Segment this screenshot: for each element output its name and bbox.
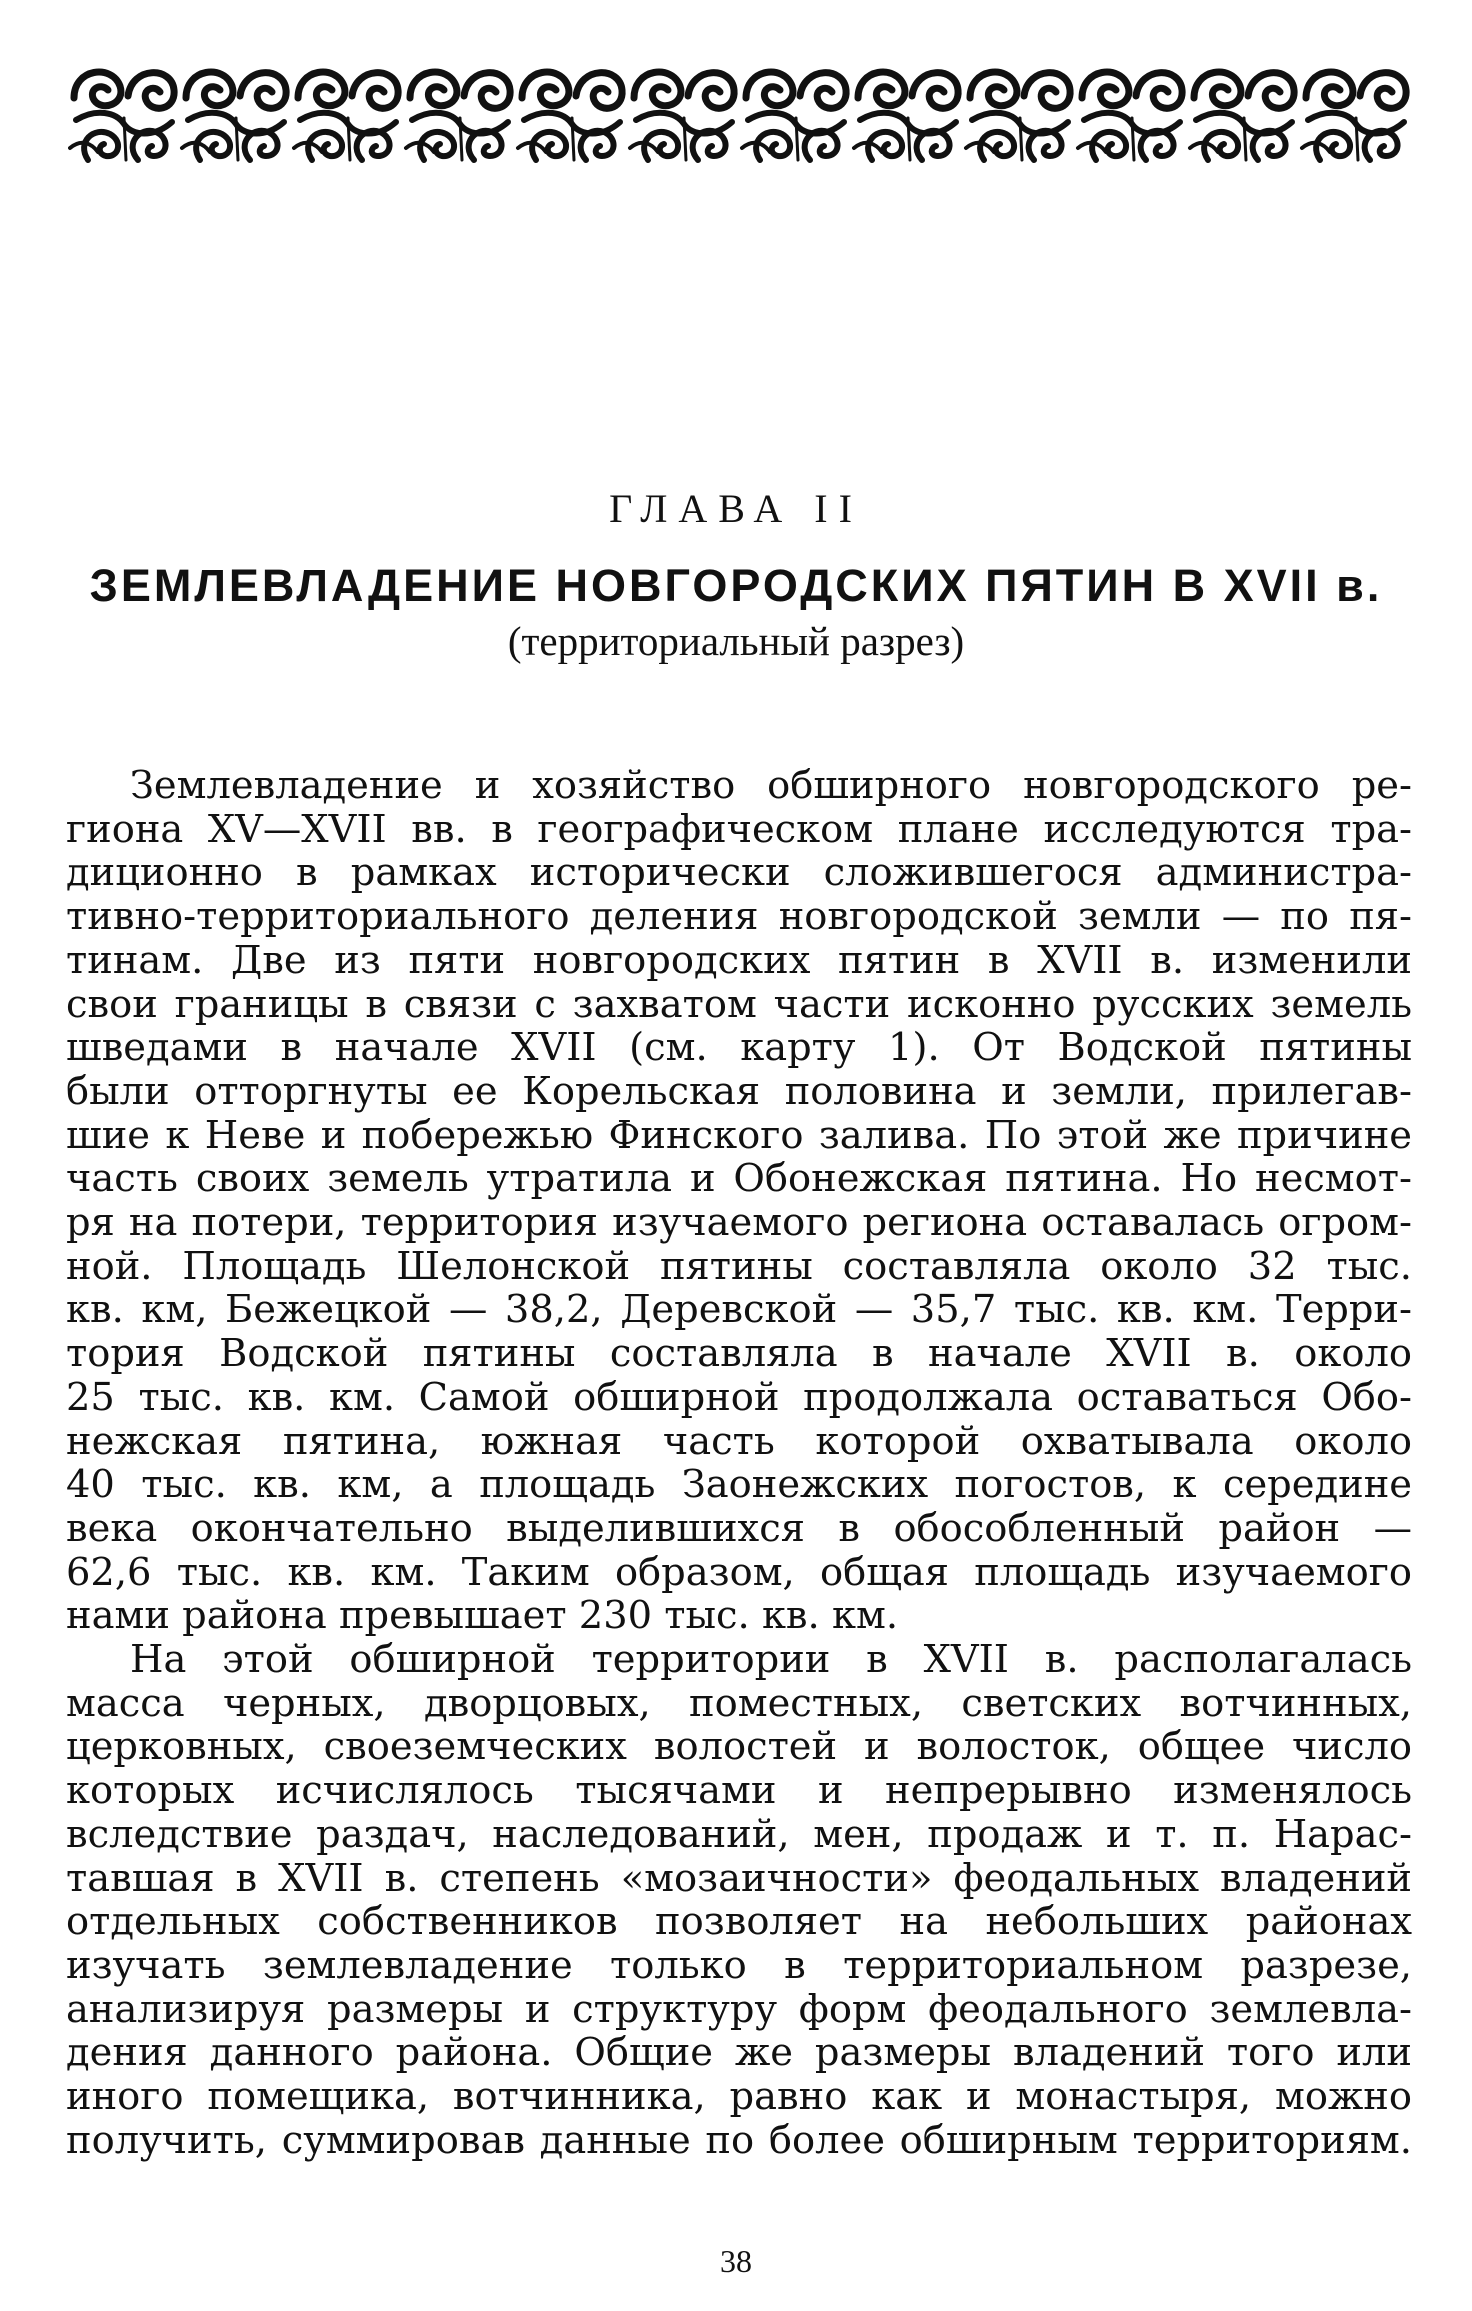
text-line: тория Водской пятины составляла в начале XVII в. около [66,1331,1412,1377]
text-line: изучать землевладение только в территориальном разрезе, [66,1942,1412,1988]
text-line: тивно-территориального деления новгородской земли — по пя- [66,894,1412,940]
text-line: нежская пятина, южная часть которой охватывала около [66,1418,1412,1464]
chapter-label: ГЛАВА II [609,486,863,531]
text-line: ря на потери, территория изучаемого региона оставалась огром- [66,1200,1412,1246]
text-line: шведами в начале XVII (см. карту 1). От Водской пятины [66,1025,1412,1071]
body-text [66,764,1412,2163]
text-line: дения данного района. Общие же размеры владений того или [66,2030,1412,2076]
text-line: века окончательно выделившихся в обособленный район — [66,1505,1412,1551]
text-line: 40 тыс. кв. км, а площадь Заонежских погостов, к середине [66,1462,1412,1508]
text-line: Землевладение и хозяйство обширного новгородского ре- [130,763,1412,808]
text-line: вследствие раздач, наследований, мен, продаж и т. п. Нарас- [66,1811,1412,1857]
text-line: отдельных собственников позволяет на небольших районах [66,1899,1412,1945]
text-line: ной. Площадь Шелонской пятины составляла около 32 тыс. [66,1243,1412,1289]
text-line: На этой обширной территории в XVII в. располагалась [130,1637,1412,1683]
text-line: гиона XV—XVII вв. в географическом плане исследуются тра- [66,806,1412,852]
text-line: нами района превышает 230 тыс. кв. км. [66,1593,899,1639]
text-line: диционно в рамках исторически сложившегося администра- [66,850,1412,896]
text-line: тинам. Две из пяти новгородских пятин в XVII в. изменили [66,937,1412,983]
chapter-title: ЗЕМЛЕВЛАДЕНИЕ НОВГОРОДСКИХ ПЯТИН В XVII в. [89,560,1383,611]
page-number: 38 [720,2243,752,2279]
paragraph-1 [66,764,1412,1638]
text-line: шие к Неве и побережью Финского залива. По этой же причине [66,1112,1412,1158]
chapter-subtitle: (территориальный разрез) [507,618,965,664]
text-line: тавшая в XVII в. степень «мозаичности» феодальных владений [66,1855,1412,1901]
text-line: 25 тыс. кв. км. Самой обширной продолжала оставаться Обо- [66,1374,1412,1420]
text-line: анализируя размеры и структуру форм феодального землевла- [66,1986,1412,2032]
paragraph-2 [66,1638,1412,2162]
decorative-scroll-border-ornament [68,60,1414,165]
text-line: которых исчислялось тысячами и непрерывно изменялось [66,1768,1412,1814]
text-line: иного помещика, вотчинника, равно как и монастыря, можно [66,2074,1412,2120]
text-line: свои границы в связи с захватом части исконно русских земель [66,981,1412,1027]
text-line: часть своих земель утратила и Обонежская пятина. Но несмот- [66,1156,1412,1202]
text-line: получить, суммировав данные по более обширным территориям. [66,2117,1412,2163]
text-line: кв. км, Бежецкой — 38,2, Деревской — 35,7 тыс. кв. км. Терри- [66,1287,1412,1333]
text-line: церковных, своеземческих волостей и волосток, общее число [66,1724,1412,1770]
text-line: были отторгнуты ее Корельская половина и земли, прилегав- [66,1068,1412,1114]
text-line: 62,6 тыс. кв. км. Таким образом, общая площадь изучаемого [66,1549,1412,1595]
text-line: масса черных, дворцовых, поместных, светских вотчинных, [66,1680,1412,1726]
